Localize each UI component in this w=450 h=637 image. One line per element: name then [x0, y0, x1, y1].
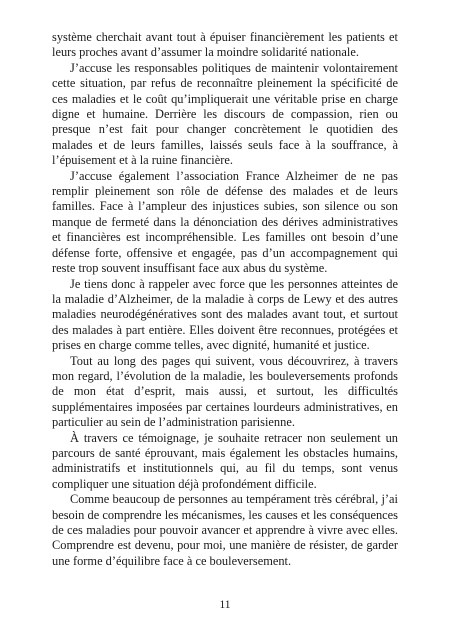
paragraph-following-pages: Tout au long des pages qui suivent, vous découvrirez, à travers mon regard, l’évolution de la maladie, les bouleversements profonds de mon état d’esprit, mais aussi, et surtout, les difficultés supplémentaires imposées par certaines lourdeurs administratives, en particulier au sein de l’administration parisienne.: [52, 353, 398, 430]
paragraph-testimony: À travers ce témoignage, je souhaite retracer non seulement un parcours de santé éprouvant, mais également les obstacles humains, administratifs et institutionnels qui, au fil du temps, sont venus compliquer une situation déjà profondément difficile.: [52, 430, 398, 491]
paragraph-accuse-association: J’accuse également l’association France Alzheimer de ne pas remplir pleinement son rôle de défense des malades et de leurs familles. Face à l’ampleur des injustices subies, son silence ou son manque de fermeté dans la dénonciation des dérives administratives et financières est incompréhensible. Les familles ont besoin d’une défense forte, offensive et engagée, pas d’un accompagnement qui reste trop souvent insuffisant face aux abus du système.: [52, 168, 398, 276]
body-text: [52, 30, 398, 569]
page-number: 11: [219, 599, 231, 611]
paragraph-accuse-politicians: J’accuse les responsables politiques de maintenir volontairement cette situation, par refus de reconnaître pleinement la spécificité de ces maladies et le coût qu’impliquerait une véritable prise en charge digne et humaine. Derrière les discours de compassion, rien ou presque n’est fait pour changer concrètement le quotidien des malades et de leurs familles, laissés seuls face à la souffrance, à l’épuisement et à la ruine financière.: [52, 60, 398, 168]
paragraph-continuation: système cherchait avant tout à épuiser financièrement les patients et leurs proches avant d’assumer la moindre solidarité nationale.: [52, 30, 398, 60]
paragraph-recall-patients: Je tiens donc à rappeler avec force que les personnes atteintes de la maladie d’Alzheimer, de la maladie à corps de Lewy et des autres maladies neurodégénératives sont des malades avant tout, et surtout des malades à part entière. Elles doivent être reconnues, protégées et prises en charge comme telles, avec dignité, humanité et justice.: [52, 276, 398, 353]
paragraph-understanding: Comme beaucoup de personnes au tempérament très cérébral, j’ai besoin de comprendre les mécanismes, les causes et les conséquences de ces maladies pour pouvoir avancer et apprendre à vivre avec elles. Comprendre est devenu, pour moi, une manière de résister, de garder une forme d’équilibre face à ce bouleversement.: [52, 492, 398, 568]
